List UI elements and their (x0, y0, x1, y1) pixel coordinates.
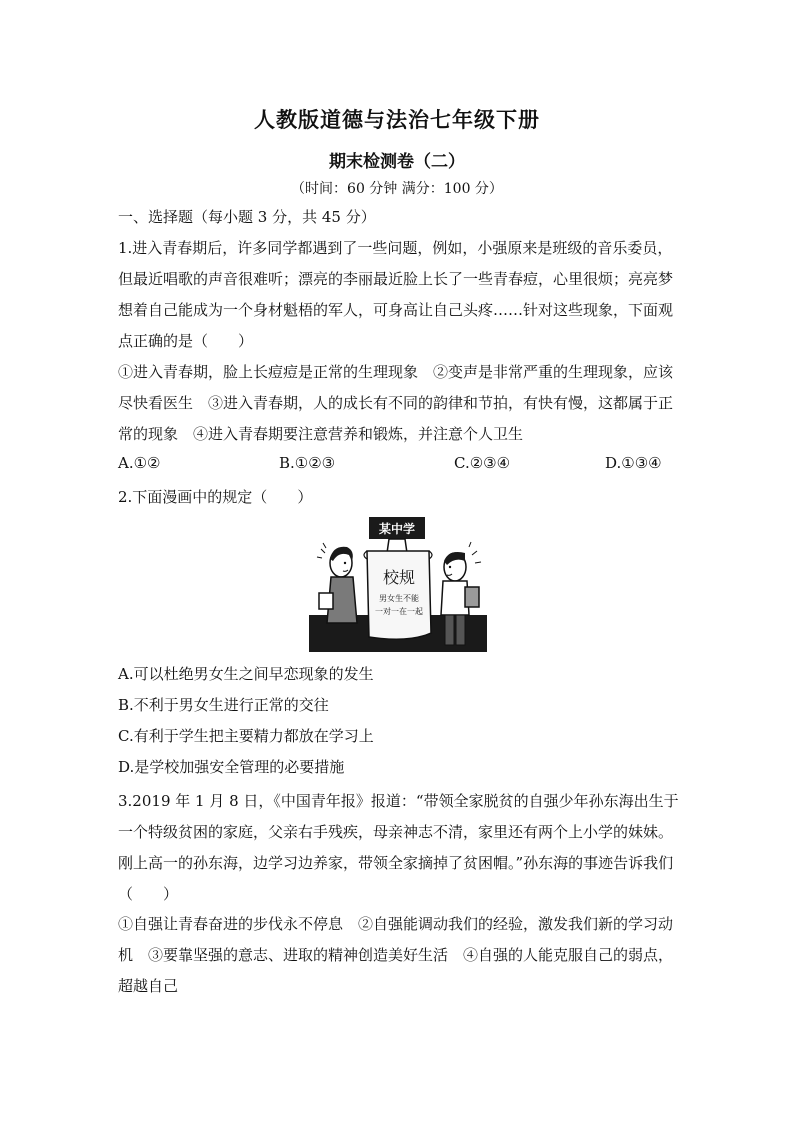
question-2-option-a: A.可以杜绝男女生之间早恋现象的发生 (118, 665, 374, 683)
question-1-stem: 1.进入青春期后，许多同学都遇到了一些问题，例如，小强原来是班级的音乐委员，但最近唱歌的声音很难听；漂亮的李丽最近脸上长了一些青春痘，心里很烦；亮亮梦想着自己能成为一个身材魁梧的军人，可身高让自己头疼……针对这些现象，下面观点正确的是（ ） (118, 239, 674, 350)
cartoon-sign-text: 某中学 (378, 522, 416, 536)
school-rule-cartoon (309, 515, 487, 652)
question-2-stem: 2.下面漫画中的规定（ ） (118, 488, 313, 506)
cartoon-rule-line-1: 男女生不能 (379, 594, 419, 603)
option-d: D.①③④ (605, 454, 662, 472)
option-c: C.②③④ (454, 454, 511, 472)
question-2-option-c: C.有利于学生把主要精力都放在学习上 (118, 727, 374, 745)
exam-subtitle: 期末检测卷（二） (329, 152, 465, 172)
option-b: B.①②③ (279, 454, 336, 472)
exam-time-score: （时间：60 分钟 满分：100 分） (291, 181, 503, 197)
girl-figure (317, 543, 357, 623)
question-1-options (118, 454, 684, 478)
question-3-statements: ①自强让青春奋进的步伐永不停息 ②自强能调动我们的经验，激发我们新的学习动机 ③要靠坚强的意志、进取的精神创造美好生活 ④自强的人能克服自己的弱点，超越自己 (118, 915, 674, 995)
question-1-statements: ①进入青春期，脸上长痘痘是正常的生理现象 ②变声是非常严重的生理现象，应该尽快看医生 ③进入青春期，人的成长有不同的韵律和节拍，有快有慢，这都属于正常的现象 ④进入青春期要注意营养和锻炼，并注意个人卫生 (118, 363, 674, 443)
question-3-stem: 3.2019 年 1 月 8 日，《中国青年报》报道：“带领全家脱贫的自强少年孙东海出生于一个特级贫困的家庭，父亲右手残疾，母亲神志不清，家里还有两个上小学的妹妹。刚上高一的孙东海，边学习边养家，带领全家摘掉了贫困帽。”孙东海的事迹告诉我们（ ） (118, 792, 679, 903)
page-title: 人教版道德与法治七年级下册 (254, 107, 540, 132)
question-2-option-b: B.不利于男女生进行正常的交往 (118, 696, 329, 714)
cartoon-rule-line-2: 一对一在一起 (375, 607, 423, 616)
question-2-option-d: D.是学校加强安全管理的必要措施 (118, 758, 345, 776)
cartoon-rule-heading: 校规 (382, 568, 416, 587)
option-a: A.①② (118, 454, 161, 472)
section-heading: 一、选择题（每小题 3 分，共 45 分） (118, 208, 376, 226)
